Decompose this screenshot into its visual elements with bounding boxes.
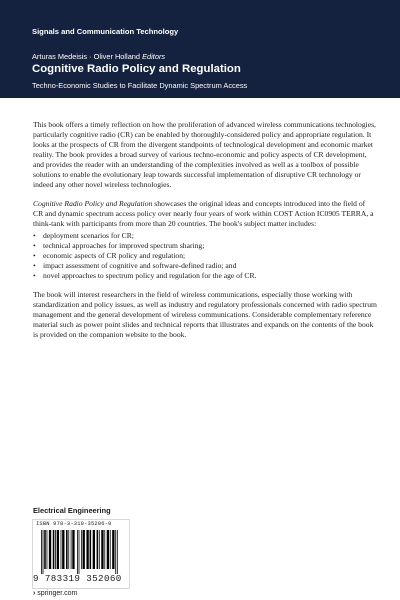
barcode-bar [79,530,80,574]
list-item [33,231,377,241]
barcode-block [32,519,130,589]
list-item [33,271,377,281]
paragraph-overview: This book offers a timely reflection on how the proliferation of advanced wireless communications technologies, particularly cognitive radio (CR) can be enabled by thoroughly-considered policy and appropriate regulation. It looks at the prospects of CR from the divergent standpoints of technological development and economic market reality. The book provides a broad survey of various techno-economic and policy aspects of CR development, and provides the reader with an understanding of the complexities involved as well as a toolbox of possible solutions to enable the evolutionary leap towards successful implementation of disruptive CR technology or indeed any other novel wireless technologies. [33,120,376,189]
series-name: Signals and Communication Technology [32,27,179,36]
editors-role: Editors [142,52,166,61]
barcode-bar [53,530,55,569]
barcode-bar [104,530,105,569]
barcode-bar [90,530,92,569]
blurb-text [33,120,377,349]
book-subtitle: Techno-Economic Studies to Facilitate Dynamic Spectrum Access [32,81,248,90]
paragraph-audience: The book will interest researchers in the field of wireless communications, especially those working with standardization and policy issues, as well as industry and regulatory professionals concerned with radio spectrum management and the general development of wireless communications. Considerable complementary reference material such as power point slides and technical reports that illustrates and expands on the contents of the book is provided on the companion website to the book. [33,290,377,339]
website-url: springer.com [37,590,78,597]
list-item-text: technical approaches for improved spectrum sharing; [43,241,205,250]
list-item [33,241,377,251]
list-item-text: economic aspects of CR policy and regulation; [43,251,186,260]
barcode-bar [81,530,82,569]
editors-names: Arturas Medeisis · Oliver Holland [32,52,141,61]
barcode-bar [77,530,78,574]
barcode-bar [57,530,59,569]
barcode-bar [41,530,42,574]
footer-area [0,505,400,600]
barcode-bar [112,530,114,569]
bullet-icon: • [33,261,36,270]
barcode-bar [101,530,103,569]
barcode-bar [107,530,109,569]
editors-line [32,52,165,61]
barcode-bar [115,530,116,574]
barcode-bar [55,530,56,569]
bullet-icon: • [33,271,36,280]
barcode-bar [93,530,95,569]
barcode-digits: 9 783319 352060 [33,573,122,584]
barcode-bar [61,530,62,569]
barcode-bar [110,530,111,569]
header-band [0,0,400,98]
paragraph-showcase-text: showcases the original ideas and concepts introduced into the field of CR and dynamic spectrum access policy over nearly four years of work within COST Action IC0905 TERRA, a think-tank with participants from more than 20 countries. The book's subject matter includes: [33,199,374,228]
subject-category: Electrical Engineering [33,506,111,515]
barcode-bar [83,530,85,569]
list-item [33,251,377,261]
barcode-bar [97,530,99,569]
barcode-bar [72,530,74,569]
list-item [33,261,377,271]
list-item-text: impact assessment of cognitive and software-defined radio; and [43,261,237,270]
barcode-bar [66,530,68,569]
barcode-image [35,530,127,574]
publisher-website [33,590,77,597]
isbn-number: ISBN 978-3-319-35206-0 [36,521,112,527]
barcode-bar [44,530,46,569]
barcode-bar [117,530,118,574]
barcode-bar [86,530,88,569]
bullet-icon: • [33,251,36,260]
paragraph-book-title: Cognitive Radio Policy and Regulation [33,199,153,208]
book-title: Cognitive Radio Policy and Regulation [32,63,241,75]
list-item-text: novel approaches to spectrum policy and regulation for the age of CR. [43,271,257,280]
barcode-bar [47,530,48,569]
barcode-bar [49,530,51,569]
arrow-icon: › [33,590,36,597]
barcode-bar [62,530,64,569]
bullet-icon: • [33,231,36,240]
barcode-bar [68,530,69,569]
subject-list [33,231,377,281]
bullet-icon: • [33,241,36,250]
paragraph-showcase [33,199,377,229]
barcode-bar [71,530,72,569]
barcode-bar [99,530,100,569]
list-item-text: deployment scenarios for CR; [43,231,134,240]
barcode-bar [43,530,44,574]
